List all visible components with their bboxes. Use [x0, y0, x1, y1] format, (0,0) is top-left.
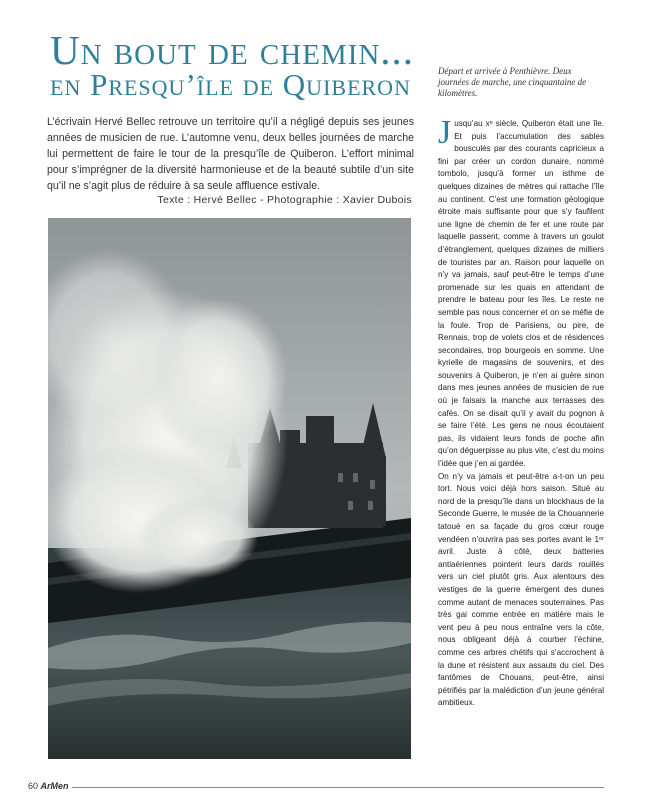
drop-cap: J — [438, 114, 452, 151]
article-title-line1: Un bout de chemin... — [50, 27, 415, 73]
page-number: 60 — [28, 781, 39, 791]
body-paragraph-2: On n’y va jamais et peut-être a-t-on un peu tort. Nous voici déjà hors saison. Situé au nord de la presqu’île dans un blockhaus de la Seconde Guerre, le musée de la Chouannerie tatoué en sa façade du gros cœur rouge vendéen n’ouvrira pas ses portes avant le 1ᵉʳ avril. Juste à côté, deux batteries antiaériennes pointent leurs dards rouillés vers un ciel plutôt gris. Aux alentours des vestiges de la guerre émergent des dunes comme autant de menaces souterraines. Pas très gai comme entrée en matière mais le vent peu à peu nous entraîne vers la côte, nous obligeant déjà à courber l’échine, comme ces arbres chétifs qui s’accrochent à la dune et résistent aux assauts du ciel. Des fantômes de Chouans, peut-être, ainsi pétrifiés par la malédiction d’un jeune général ambitieux. — [438, 471, 604, 708]
article-title-line2: en Presqu’île de Quiberon — [50, 67, 411, 102]
magazine-name: ArMen — [40, 781, 69, 791]
photo-wave-castle — [48, 218, 411, 759]
photo-caption: Départ et arrivée à Penthièvre. Deux journées de marche, une cinquantaine de kilomètres. — [438, 66, 587, 98]
body-paragraph-1-text: usqu’au xᵉ siècle, Quiberon était une île. Et puis l’accumulation des sables bousculés par des courants capricieux a fini par créer un cordon dunaire, nommé tombolo, jusqu’à former un isthme de quelques dizaines de mètres qui rattache l’île au continent. C’est une formation géologique étroite mais suffisante pour que s’y faufilent une ligne de chemin de fer et une route par laquelle passent, comme à travers un goulot d’étranglement, quelques dizaines de milliers de touristes par an. Raison pour laquelle on n’y va jamais, sauf peut-être le temps d’une promenade sur les quais en attendant de prendre le bateau pour les îles. Le reste ne semble pas nous concerner et on se méfie de la foule. Trop de Parisiens, ou pire, de Rennais, trop de volets clos et de résidences secondaires, trop bourgeois en somme. Une kyrielle de magasins de souvenirs, et des souvenirs à Quiberon, je n’en ai guère sinon dans mes jeunes années de musicien de rue où je faisais la manche aux terrasses des cafés. On se disait qu’il y avait du pognon à se faire l’été. Les gens ne nous écoutaient pas, ils vidaient leurs fonds de poche afin qu’on déguerpisse au plus vite, c’est du moins l’idée que j’en ai gardée. — [438, 119, 604, 469]
body-paragraph-1 — [438, 114, 604, 471]
article-lead: L’écrivain Hervé Bellec retrouve un territoire qu’il a négligé depuis ses jeunes années de musicien de rue. L’automne venu, deux belles journées de marche lui permettent de faire le tour de la presqu’île de Quiberon. L’effort minimal pour s’imprégner de la diversité harmonieuse et de la beauté subtile d’un site qu’il ne s’agit plus de réduire à sa seule affluence estivale. — [47, 116, 414, 192]
footer-rule — [72, 787, 604, 788]
article-credits: Texte : Hervé Bellec - Photographie : Xavier Dubois — [157, 194, 412, 206]
article-body — [438, 114, 604, 710]
page-folio — [28, 780, 69, 792]
